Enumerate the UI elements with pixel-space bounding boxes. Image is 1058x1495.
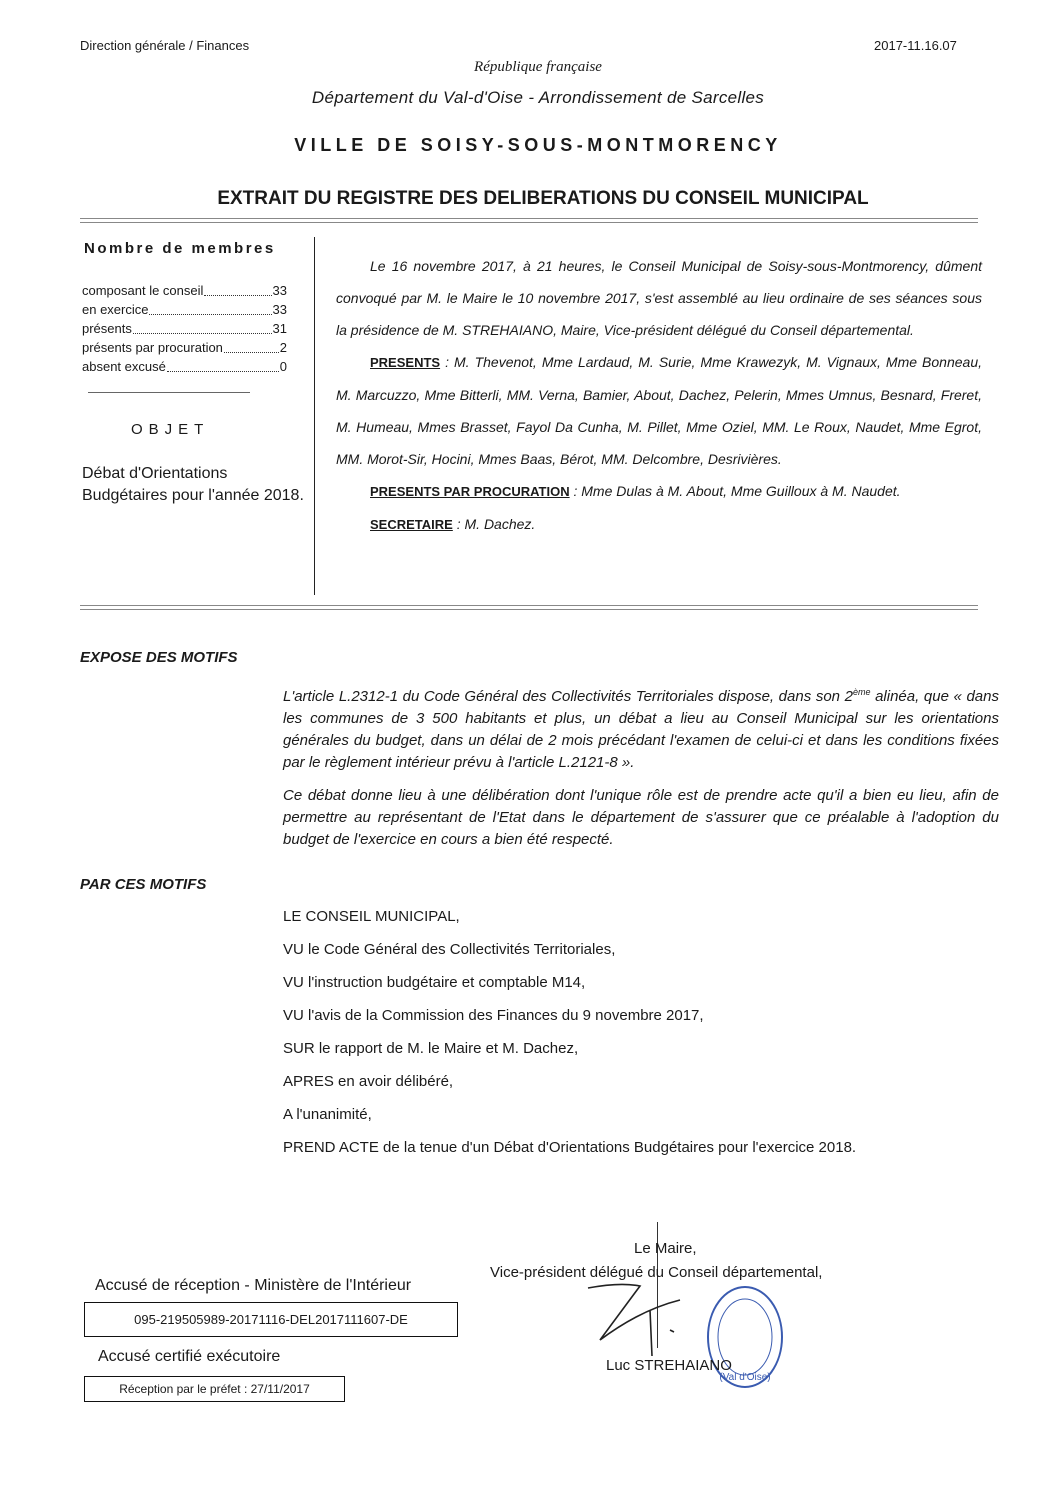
accuse-executoire: Accusé certifié exécutoire: [98, 1348, 281, 1365]
secretaire-name: : M. Dachez.: [456, 516, 536, 532]
members-row-label: présents par procuration: [82, 340, 223, 355]
members-row-label: présents: [82, 321, 132, 336]
members-list: [82, 281, 287, 376]
decision-line: VU l'instruction budgétaire et comptable M14,: [283, 974, 586, 991]
presents-paragraph: [336, 346, 982, 475]
middle-divider: [80, 605, 978, 610]
members-row-label: en exercice: [82, 302, 149, 317]
decision-line: PREND ACTE de la tenue d'un Débat d'Orientations Budgétaires pour l'exercice 2018.: [283, 1139, 857, 1156]
objet-line: Budgétaires pour l'année 2018.: [82, 487, 304, 504]
objet-title: OBJET: [131, 421, 210, 438]
accuse-title: Accusé de réception - Ministère de l'Intérieur: [95, 1277, 412, 1294]
expose-paragraph: [283, 681, 999, 774]
members-row-value: 33: [272, 302, 287, 317]
members-row-value: 2: [279, 340, 287, 355]
members-row-label: composant le conseil: [82, 283, 204, 298]
maire-name: Luc STREHAIANO: [606, 1357, 732, 1374]
dot-leader: [133, 333, 272, 334]
secretaire-label: SECRETAIRE: [370, 517, 453, 532]
members-row-value: 33: [272, 283, 287, 298]
republique-francaise: République française: [474, 59, 602, 75]
decision-line: APRES en avoir délibéré,: [283, 1073, 454, 1090]
secretaire-paragraph: [370, 508, 982, 541]
dot-leader: [167, 371, 279, 372]
procuration-list: : Mme Dulas à M. About, Mme Guilloux à M. Naudet.: [573, 483, 901, 499]
seance-block: [336, 250, 982, 541]
members-title: Nombre de membres: [84, 240, 276, 257]
header-reference: 2017-11.16.07: [874, 38, 957, 53]
procuration-label: PRESENTS PAR PROCURATION: [370, 484, 570, 499]
decision-line: LE CONSEIL MUNICIPAL,: [283, 908, 460, 925]
members-row-value: 31: [272, 321, 287, 336]
handwritten-signature: [580, 1270, 700, 1360]
members-row: [82, 357, 287, 376]
members-row: [82, 338, 287, 357]
members-row-value: 0: [279, 359, 287, 374]
dot-leader: [149, 314, 271, 315]
maire-title: Le Maire,: [634, 1240, 697, 1257]
dot-leader: [224, 352, 279, 353]
acte-identifier: 095-219505989-20171116-DEL2017111607-DE: [84, 1302, 458, 1337]
ville-title: VILLE DE SOISY-SOUS-MONTMORENCY: [294, 135, 782, 155]
members-divider: [88, 392, 250, 393]
header-direction: Direction générale / Finances: [80, 38, 250, 53]
presents-label: PRESENTS: [370, 355, 441, 370]
members-row: [82, 319, 287, 338]
expose-title: EXPOSE DES MOTIFS: [80, 649, 238, 666]
expose-text: L'article L.2312-1 du Code Général des Collectivités Territoriales dispose, dans son 2: [283, 688, 853, 705]
seance-intro: Le 16 novembre 2017, à 21 heures, le Conseil Municipal de Soisy-sous-Montmorency, dûment convoqué par M. le Maire le 10 novembre 2017, s'est assemblé au lieu ordinaire de ses séances sous la présidence de M. STREHAIANO, Maire, Vice-président délégué du Conseil départemental.: [336, 258, 982, 338]
decision-line: VU l'avis de la Commission des Finances du 9 novembre 2017,: [283, 1007, 704, 1024]
top-divider: [80, 218, 978, 223]
column-divider: [314, 237, 315, 595]
procuration-paragraph: [370, 475, 982, 508]
stamp-text: (Val d'Oise): [719, 1372, 771, 1383]
decision-line: A l'unanimité,: [283, 1106, 372, 1123]
members-row: [82, 281, 287, 300]
extrait-title: EXTRAIT DU REGISTRE DES DELIBERATIONS DU CONSEIL MUNICIPAL: [217, 188, 869, 209]
official-stamp: [704, 1282, 786, 1392]
decision-line: SUR le rapport de M. le Maire et M. Dachez,: [283, 1040, 579, 1057]
objet-line: Débat d'Orientations: [82, 465, 228, 482]
dot-leader: [204, 295, 271, 296]
objet-text: [82, 463, 314, 507]
reception-prefet: Réception par le préfet : 27/11/2017: [84, 1376, 345, 1402]
superscript: ème: [852, 687, 871, 697]
expose-text: alinéa, que « dans les communes de 3 500 habitants et plus, un débat a lieu au Conseil Municipal sur les orientations générales du budget, dans un délai de 2 mois précédant l'examen de celui-ci et dans les conditions fixées par le règlement intérieur prévu à l'article L.2121-8 ».: [283, 688, 999, 771]
presents-list: : M. Thevenot, Mme Lardaud, M. Surie, Mme Krawezyk, M. Vignaux, Mme Bonneau, M. Marcuzzo, Mme Bitterli, MM. Verna, Bamier, About, Dachez, Pelerin, Mmes Umnus, Besnard, Freret, M. Humeau, Mmes Brasset, Fayol Da Cunha, M. Pillet, Mme Oziel, MM. Le Roux, Naudet, Mme Egrot, MM. Morot-Sir, Hocini, Mmes Baas, Bérot, MM. Delcombre, Desrivières.: [336, 354, 982, 467]
expose-paragraph: Ce débat donne lieu à une délibération dont l'unique rôle est de prendre acte qu'il a bien eu lieu, afin de permettre au représentant de l'Etat dans le département de s'assurer que ce préalable à l'adoption du budget de l'exercice en cours a bien été respecté.: [283, 787, 999, 848]
departement-line: Département du Val-d'Oise - Arrondissement de Sarcelles: [311, 88, 765, 107]
members-row: [82, 300, 287, 319]
decision-line: VU le Code Général des Collectivités Territoriales,: [283, 941, 616, 958]
decision-block: [283, 906, 856, 1170]
expose-body: [283, 681, 999, 862]
par-ces-motifs-title: PAR CES MOTIFS: [80, 876, 207, 893]
maire-role: Vice-président délégué du Conseil départemental,: [490, 1264, 823, 1281]
members-row-label: absent excusé: [82, 359, 166, 374]
